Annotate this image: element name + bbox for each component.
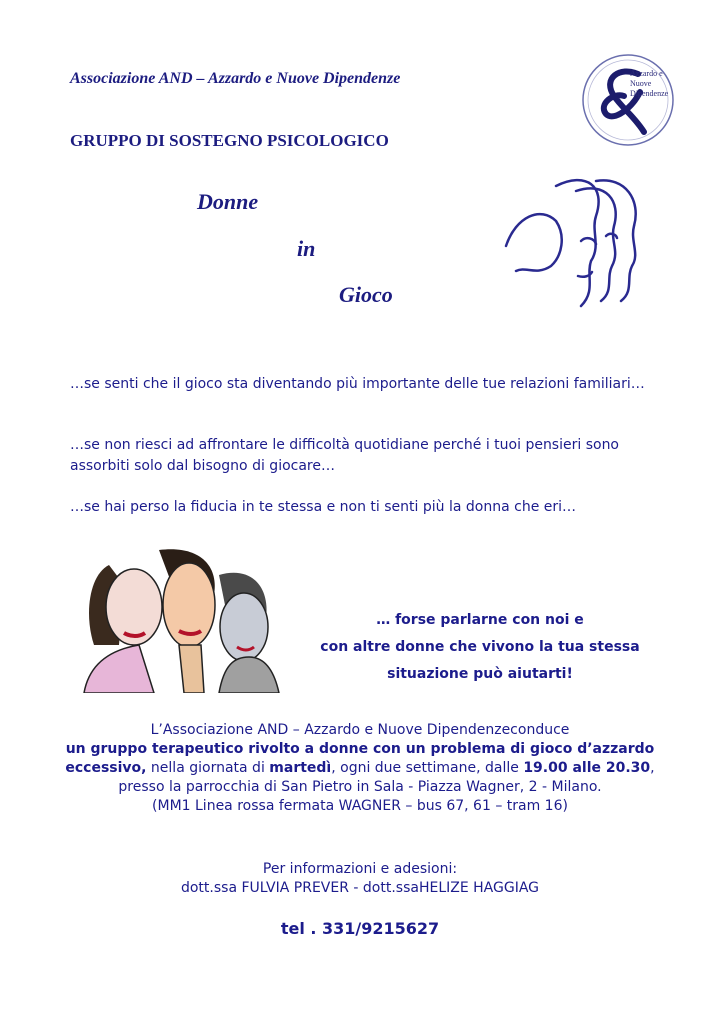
cta-line-2: con altre donne che vivono la tua stessa <box>320 639 640 655</box>
women-illustration <box>79 545 283 693</box>
info-text-2: , ogni due settimane, dalle <box>331 760 524 776</box>
group-heading: GRUPPO DI SOSTEGNO PSICOLOGICO <box>70 131 389 150</box>
contact-block <box>60 860 660 898</box>
title-word-in: in <box>297 236 316 261</box>
info-bold-time: 19.00 alle 20.30 <box>523 760 651 776</box>
info-text-3: , presso la parrocchia di San Pietro in Sala - Piazza Wagner, 2 - Milano. <box>118 760 655 795</box>
title-word-gioco: Gioco <box>339 282 393 307</box>
logo-line-1: Azzardo e <box>630 69 663 78</box>
info-transport: (MM1 Linea rossa fermata WAGNER – bus 67, 61 – tram 16) <box>152 798 568 814</box>
and-logo <box>580 52 676 148</box>
cta-line-3: situazione può aiutarti! <box>387 666 573 682</box>
title-word-donne: Donne <box>197 189 259 214</box>
paragraph-2: …se non riesci ad affrontare le difficoltà quotidiane perché i tuoi pensieri sono assorbiti solo dal bisogno di giocare… <box>70 437 620 474</box>
info-intro: L’Associazione AND – Azzardo e Nuove Dipendenzeconduce <box>150 722 570 738</box>
cta-line-1: … forse parlarne con noi e <box>376 612 584 628</box>
phone-number: tel . 331/9215627 <box>280 919 440 938</box>
info-block <box>60 721 660 816</box>
association-name: Associazione AND – Azzardo e Nuove Dipendenze <box>70 70 401 87</box>
contact-names: dott.ssa FULVIA PREVER - dott.ssaHELIZE HAGGIAG <box>180 880 539 896</box>
info-text-1: nella giornata di <box>146 760 270 776</box>
faces-illustration <box>496 166 656 326</box>
paragraph-1: …se senti che il gioco sta diventando più importante delle tue relazioni familiari… <box>70 376 645 392</box>
contact-label: Per informazioni e adesioni: <box>262 861 458 877</box>
logo-line-3: Dipendenze <box>630 89 669 98</box>
info-bold-day: martedì <box>269 760 332 776</box>
logo-line-2: Nuove <box>630 79 652 88</box>
paragraph-3: …se hai perso la fiducia in te stessa e non ti senti più la donna che eri… <box>70 499 577 515</box>
info-bold-group: un gruppo terapeutico rivolto a donne con un problema di gioco d’azzardo eccessivo, <box>65 741 655 776</box>
